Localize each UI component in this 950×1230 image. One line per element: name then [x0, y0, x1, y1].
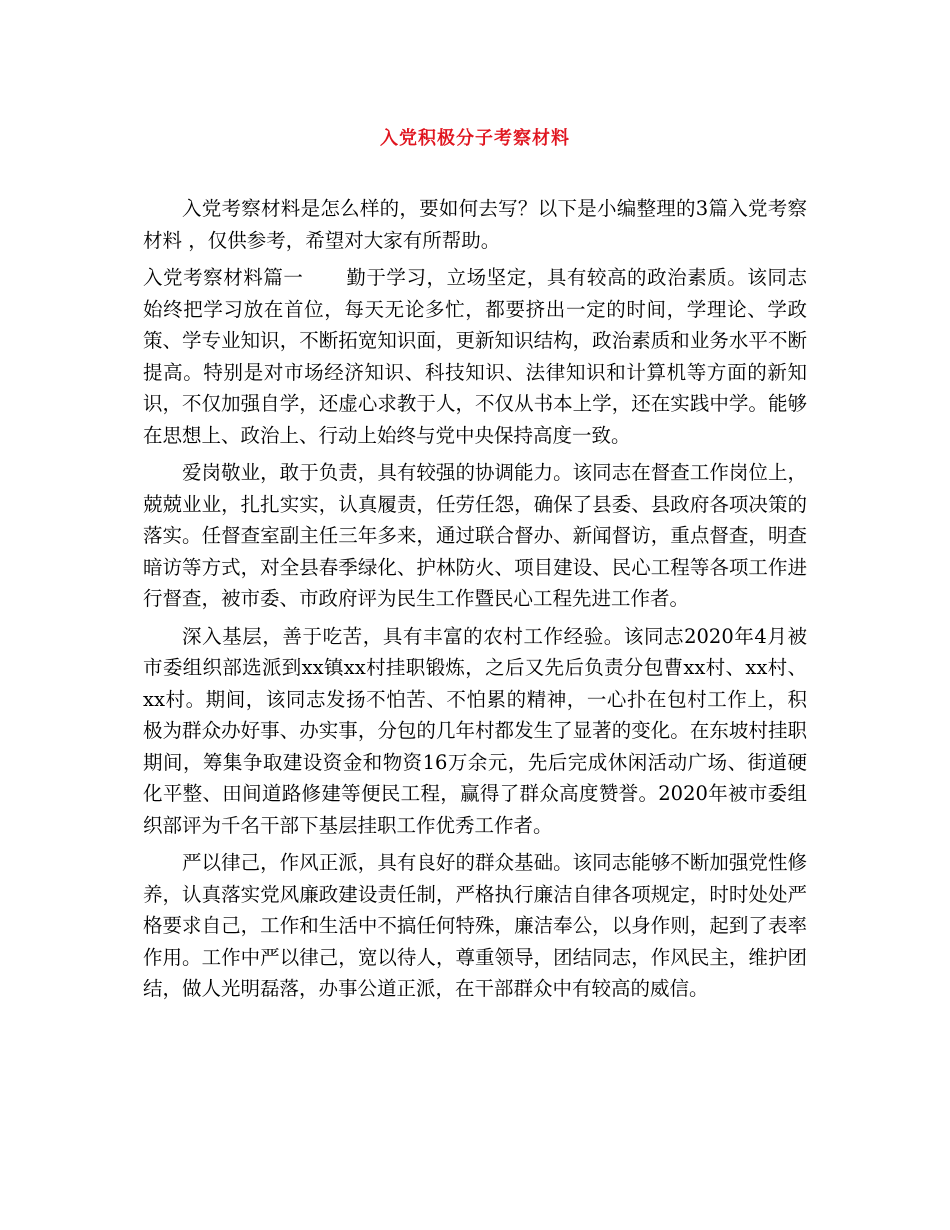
body-paragraph-1: 爱岗敬业，敢于负责，具有较强的协调能力。该同志在督查工作岗位上，兢兢业业，扎扎实实，认真履责，任劳任怨，确保了县委、县政府各项决策的落实。任督查室副主任三年多来，通过联合督办、新闻督访，重点督查，明查暗访等方式，对全县春季绿化、护林防火、项目建设、民心工程等各项工作进行督查，被市委、市政府评为民生工作暨民心工程先进工作者。	[143, 461, 807, 610]
document-body	[143, 193, 807, 1011]
body-paragraph-3: 严以律己，作风正派，具有良好的群众基础。该同志能够不断加强党性修养，认真落实党风廉政建设责任制，严格执行廉洁自律各项规定，时时处处严格要求自己，工作和生活中不搞任何特殊，廉洁奉公，以身作则，起到了表率作用。工作中严以律己，宽以待人，尊重领导，团结同志，作风民主，维护团结，做人光明磊落，办事公道正派，在干部群众中有较高的威信。	[143, 851, 807, 1000]
section-heading: 入党考察材料篇一	[143, 266, 304, 289]
section-first-text: 勤于学习，立场坚定，具有较高的政治素质。该同志始终把学习放在首位，每天无论多忙，都要挤出一定的时间，学理论、学政策、学专业知识，不断拓宽知识面，更新知识结构，政治素质和业务水平不断提高。特别是对市场经济知识、科技知识、法律知识和计算机等方面的新知识，不仅加强自学，还虚心求教于人，不仅从书本上学，还在实践中学。能够在思想上、政治上、行动上始终与党中央保持高度一致。	[143, 266, 807, 447]
document-title: 入党积极分子考察材料	[380, 128, 570, 149]
intro-paragraph: 入党考察材料是怎么样的，要如何去写？以下是小编整理的3篇入党考察材料 ，仅供参考，希望对大家有所帮助。	[143, 197, 807, 252]
section-first-paragraph	[143, 262, 807, 451]
body-paragraph-2: 深入基层，善于吃苦，具有丰富的农村工作经验。该同志2020年4月被市委组织部选派到xx镇xx村挂职锻炼，之后又先后负责分包曹xx村、xx村、xx村。期间，该同志发扬不怕苦、不怕累的精神，一心扑在包村工作上，积极为群众办好事、办实事，分包的几年村都发生了显著的变化。在东坡村挂职期间，筹集争取建设资金和物资16万余元，先后完成休闲活动广场、街道硬化平整、田间道路修建等便民工程，赢得了群众高度赞誉。2020年被市委组织部评为千名干部下基层挂职工作优秀工作者。	[143, 624, 807, 837]
